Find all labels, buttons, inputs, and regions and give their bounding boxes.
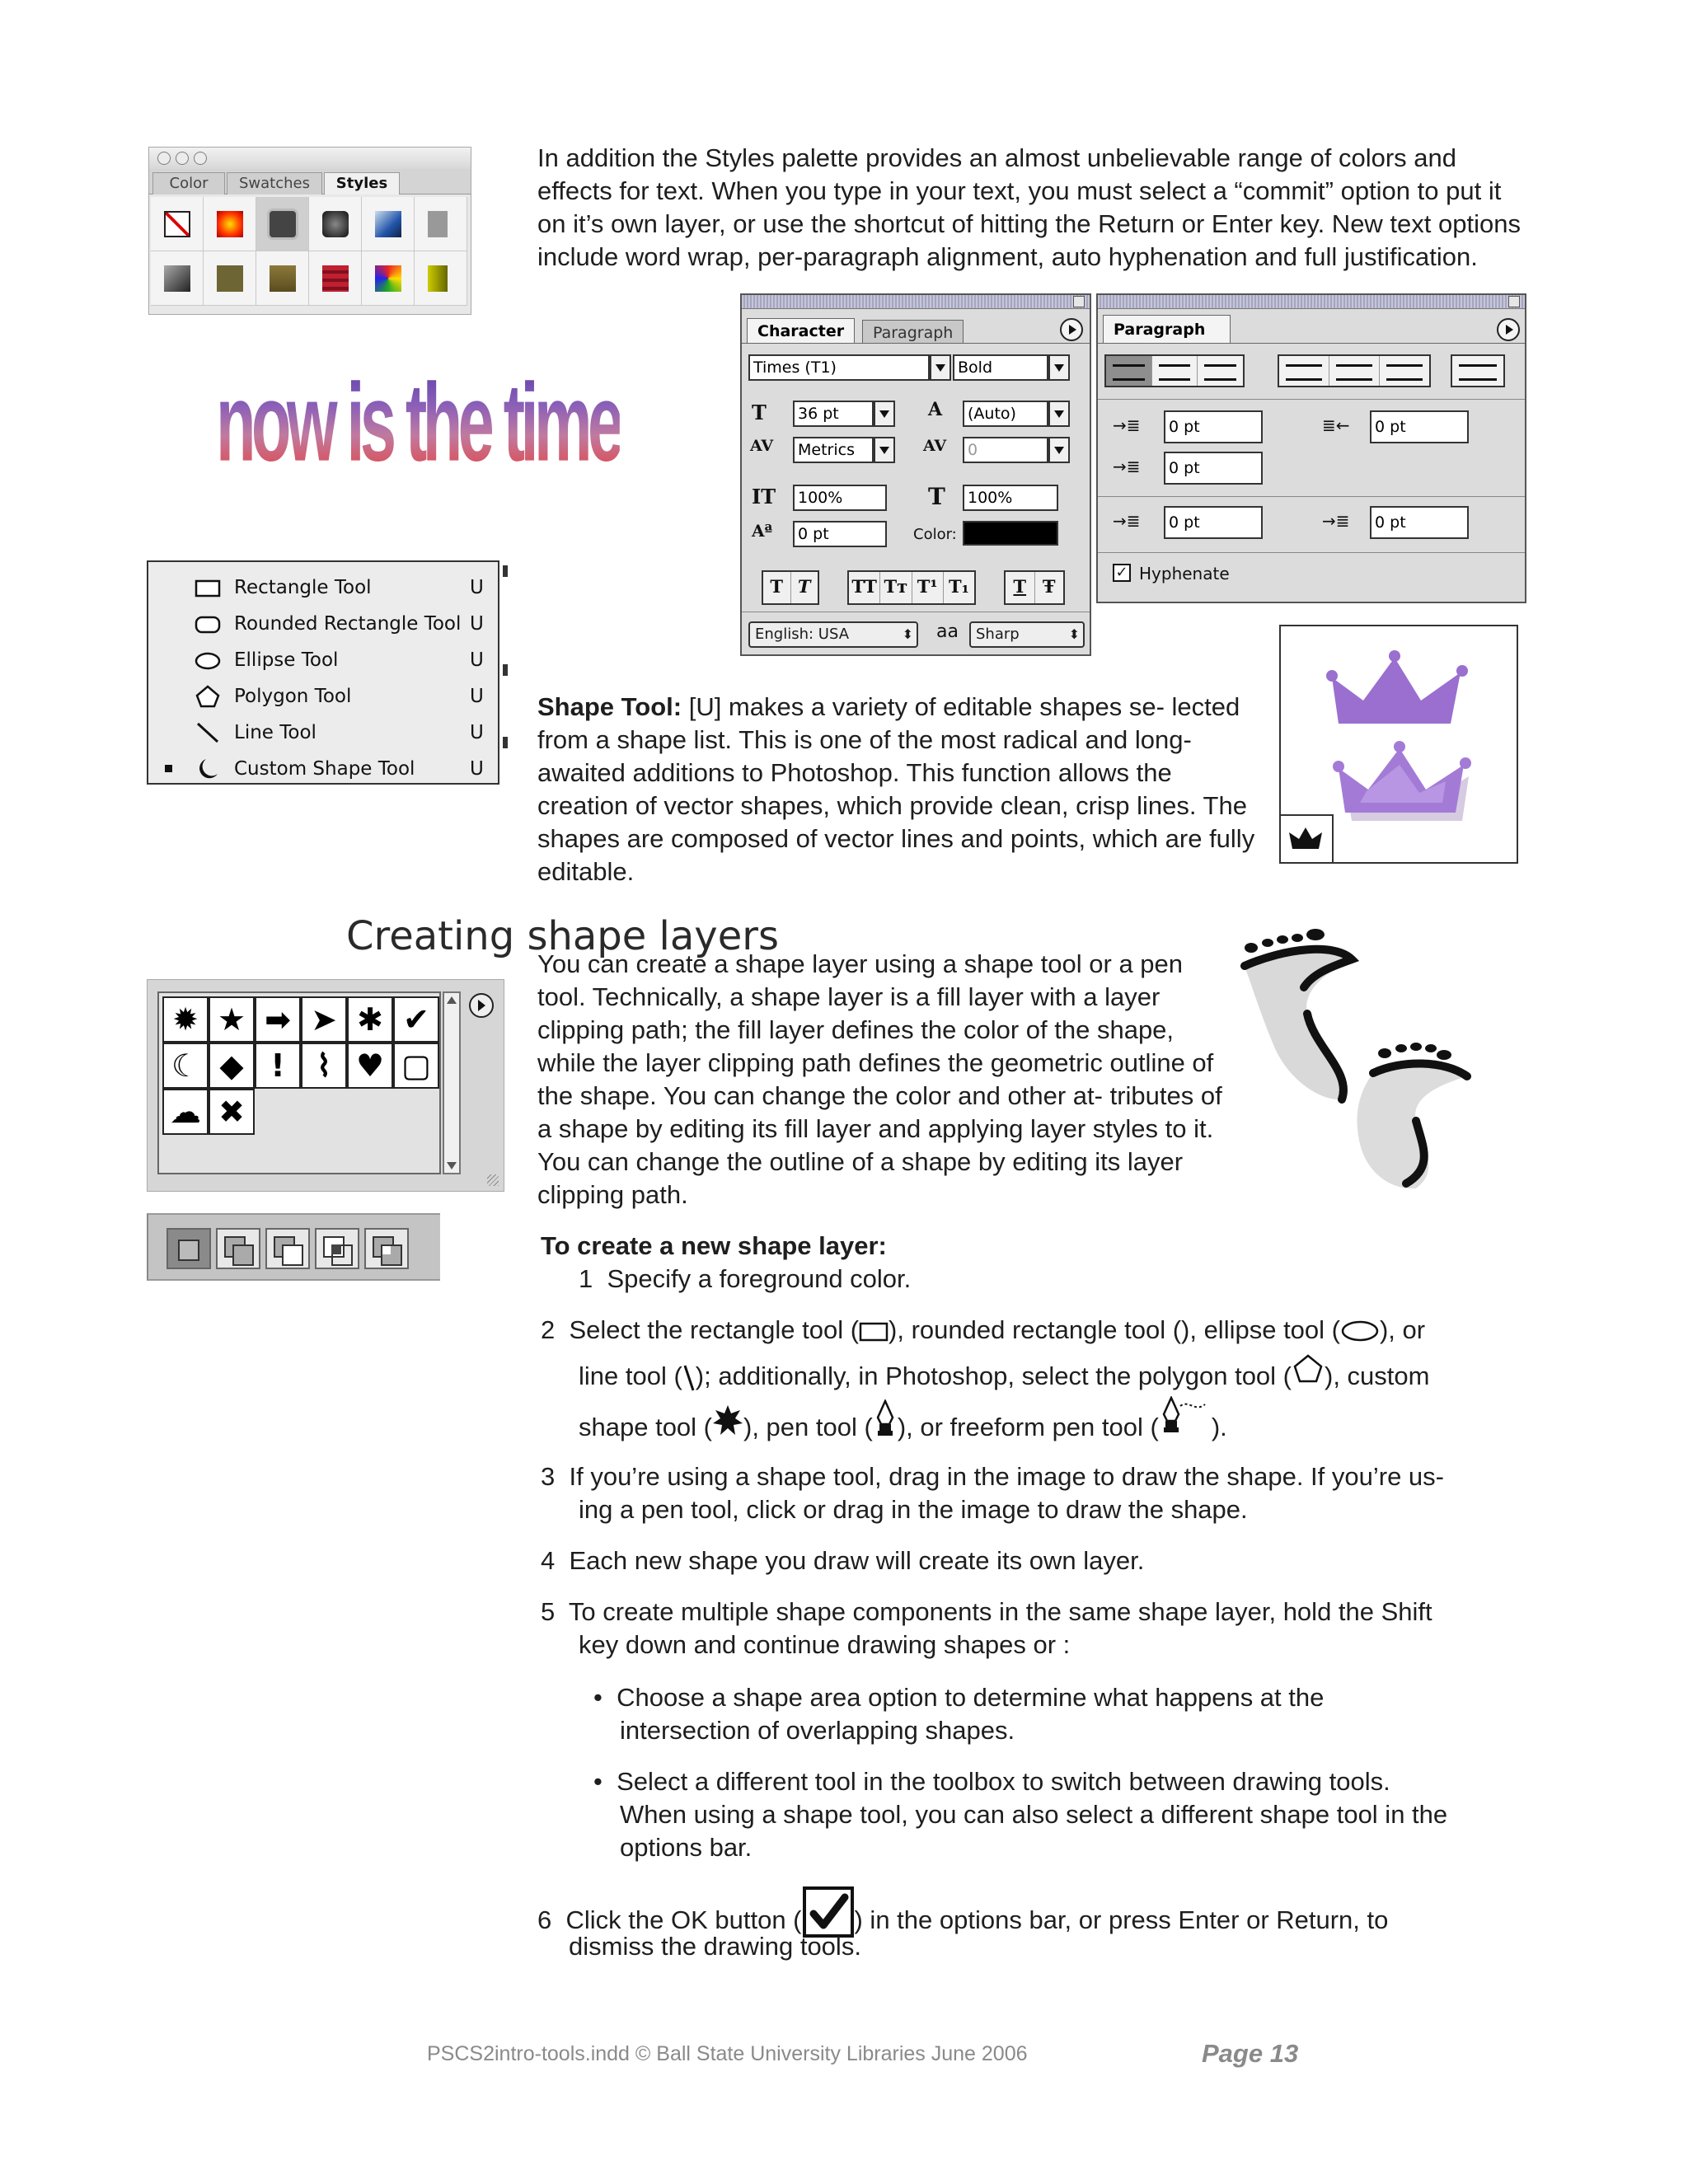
style-swatch[interactable] bbox=[204, 197, 256, 251]
flyout-item-label: Polygon Tool bbox=[234, 686, 352, 707]
hyphenate-checkbox[interactable]: ✓ bbox=[1113, 564, 1131, 582]
step-number: 1 bbox=[579, 1264, 593, 1293]
line-icon bbox=[195, 721, 221, 744]
steps-heading: To create a new shape layer: bbox=[541, 1231, 887, 1260]
step-2 bbox=[541, 1314, 1425, 1347]
sample-styled-text: now is the time bbox=[216, 360, 620, 485]
custom-shape-icon bbox=[195, 757, 221, 780]
strikethrough-button[interactable]: Ŧ bbox=[1042, 576, 1056, 597]
flyout-item-line-tool[interactable] bbox=[148, 715, 498, 752]
hyphenate-label: Hyphenate bbox=[1139, 564, 1230, 583]
bullet-1-line-2: intersection of overlapping shapes. bbox=[620, 1716, 1015, 1745]
antialias-select[interactable]: Sharp ⬍ bbox=[969, 621, 1085, 648]
step-text: To create multiple shape components in the same shape layer, hold the Shift bbox=[568, 1597, 1432, 1626]
flyout-edge-mark bbox=[503, 737, 508, 748]
styles-palette bbox=[148, 147, 471, 315]
font-style-field[interactable]: Bold bbox=[953, 354, 1048, 381]
bullet-2-line-3: options bar. bbox=[620, 1833, 753, 1862]
flyout-item-shortcut: U bbox=[470, 758, 484, 780]
tracking-dropdown-icon[interactable] bbox=[1048, 437, 1070, 463]
flyout-item-shortcut: U bbox=[470, 722, 484, 743]
flyout-item-shortcut: U bbox=[470, 613, 484, 635]
intersect-shape-areas-button[interactable] bbox=[315, 1228, 359, 1269]
style-buttons-group-3 bbox=[1004, 570, 1065, 605]
superscript-button[interactable]: T¹ bbox=[912, 572, 944, 603]
font-size-field[interactable]: 36 pt bbox=[793, 401, 874, 427]
justify-group bbox=[1278, 354, 1431, 387]
flyout-item-label: Custom Shape Tool bbox=[234, 758, 415, 780]
section-title: Creating shape layers bbox=[346, 913, 779, 959]
font-size-icon: T bbox=[752, 401, 767, 424]
small-caps-button[interactable]: Tт bbox=[880, 572, 912, 603]
align-center-button[interactable] bbox=[1152, 356, 1198, 386]
custom-shape-tool-icon bbox=[712, 1404, 743, 1438]
flyout-item-label: Rounded Rectangle Tool bbox=[234, 613, 462, 635]
step-text: ), or bbox=[1379, 1315, 1426, 1344]
shape-footprint[interactable]: ⌇ bbox=[301, 1043, 347, 1089]
shape-arrow[interactable]: ➡ bbox=[255, 996, 301, 1043]
shape-tool-paragraph bbox=[537, 691, 1263, 888]
tab-color[interactable]: Color bbox=[152, 172, 225, 194]
polygon-icon bbox=[195, 685, 221, 708]
subscript-button[interactable]: T₁ bbox=[948, 576, 969, 597]
page-number: Page 13 bbox=[1202, 2039, 1299, 2068]
shape-exclamation[interactable]: ! bbox=[255, 1043, 301, 1089]
footer-credit: PSCS2intro-tools.indd © Ball State University Libraries June 2006 bbox=[427, 2042, 1028, 2065]
leading-field[interactable]: (Auto) bbox=[963, 401, 1048, 427]
vertical-scale-icon: IT bbox=[752, 485, 776, 509]
justify-all-button[interactable] bbox=[1452, 356, 1503, 386]
align-right-button[interactable] bbox=[1198, 356, 1243, 386]
flyout-item-shortcut: U bbox=[470, 686, 484, 707]
step-5-line-2: key down and continue drawing shapes or : bbox=[579, 1630, 1071, 1659]
tracking-icon: AV bbox=[923, 437, 947, 455]
style-none-swatch[interactable] bbox=[151, 197, 204, 251]
style-swatch[interactable] bbox=[362, 251, 415, 306]
shape-moon[interactable]: ☾ bbox=[162, 1043, 209, 1089]
step-3-line-2: ing a pen tool, click or drag in the image to draw the shape. bbox=[579, 1495, 1248, 1524]
step-5 bbox=[541, 1596, 1432, 1629]
close-dot-icon[interactable] bbox=[157, 152, 171, 165]
shape-tool-description: [U] makes a variety of editable shapes se- lected from a shape list. This is one of the most radical and long-awaited additions to Photoshop. This function allows the creation of vector shapes, which provide clean, crisp lines. The shapes are composed of vector lines and points, which are fully editable. bbox=[537, 692, 1255, 886]
font-style-dropdown-icon[interactable] bbox=[1048, 354, 1070, 381]
faux-italic-button[interactable]: T bbox=[797, 576, 811, 597]
shape-tool-term: Shape Tool: bbox=[537, 692, 682, 721]
rectangle-icon bbox=[195, 579, 221, 598]
style-swatch-grid bbox=[151, 197, 469, 312]
freeform-pen-tool-icon bbox=[1159, 1396, 1212, 1439]
palette-titlebar[interactable] bbox=[149, 148, 471, 169]
style-swatch[interactable] bbox=[204, 251, 256, 306]
style-swatch[interactable] bbox=[309, 197, 362, 251]
space-before-icon: →≣ bbox=[1113, 511, 1141, 531]
shape-diamond[interactable]: ◆ bbox=[209, 1043, 255, 1089]
ellipse-tool-icon bbox=[1340, 1319, 1380, 1344]
flyout-edge-mark bbox=[503, 565, 508, 577]
step-3 bbox=[541, 1460, 1444, 1493]
bullet-marker: • bbox=[593, 1683, 603, 1712]
indent-right-field[interactable]: 0 pt bbox=[1370, 410, 1469, 443]
flyout-item-label: Ellipse Tool bbox=[234, 649, 339, 671]
space-after-icon: →≣ bbox=[1322, 511, 1350, 531]
shape-tool-flyout bbox=[147, 560, 499, 785]
shape-heart[interactable]: ♥ bbox=[347, 1043, 393, 1089]
flyout-item-label: Rectangle Tool bbox=[234, 577, 372, 598]
style-swatch[interactable] bbox=[256, 197, 309, 251]
step-text: shape tool ( bbox=[579, 1413, 712, 1442]
selected-indicator bbox=[165, 765, 172, 772]
picker-scrollbar[interactable] bbox=[443, 991, 461, 1174]
add-to-shape-area-button[interactable] bbox=[216, 1228, 260, 1269]
footprints-icon bbox=[1228, 923, 1525, 1203]
step-number: 2 bbox=[541, 1315, 556, 1344]
step-text: ). bbox=[1211, 1413, 1227, 1442]
tab-paragraph[interactable]: Paragraph bbox=[862, 320, 964, 344]
baseline-shift-icon: Aª bbox=[752, 521, 773, 541]
scroll-down-icon[interactable] bbox=[447, 1162, 457, 1169]
bullet-1 bbox=[593, 1681, 1324, 1714]
step-4 bbox=[541, 1544, 1144, 1577]
rectangle-tool-icon bbox=[859, 1321, 889, 1343]
flyout-edge-mark bbox=[503, 664, 508, 676]
justify-center-button[interactable] bbox=[1329, 356, 1380, 386]
flyout-item-shortcut: U bbox=[470, 649, 484, 671]
rounded-rectangle-icon bbox=[195, 615, 221, 635]
shape-puzzle[interactable]: ✱ bbox=[347, 996, 393, 1043]
paragraph-palette bbox=[1096, 293, 1526, 603]
crown-thumbnail-icon bbox=[1281, 816, 1330, 860]
bullet-marker: • bbox=[593, 1767, 603, 1796]
style-swatch[interactable] bbox=[362, 197, 415, 251]
leading-icon: A bbox=[928, 399, 943, 420]
palette-menu-icon[interactable] bbox=[1497, 318, 1520, 341]
flyout-item-label: Line Tool bbox=[234, 722, 316, 743]
antialias-icon: aa bbox=[936, 621, 959, 642]
character-palette bbox=[740, 293, 1091, 656]
align-left-button[interactable] bbox=[1106, 356, 1152, 386]
step-text: Each new shape you draw will create its own layer. bbox=[569, 1546, 1145, 1575]
step-text: line tool ( bbox=[579, 1361, 682, 1390]
flyout-item-rectangle-tool[interactable] bbox=[148, 570, 498, 607]
style-swatch[interactable] bbox=[309, 251, 362, 306]
flyout-item-shortcut: U bbox=[470, 577, 484, 598]
flyout-item-ellipse-tool[interactable] bbox=[148, 643, 498, 679]
underline-button[interactable]: T bbox=[1006, 572, 1035, 603]
resize-grip-icon[interactable] bbox=[487, 1174, 499, 1186]
indent-first-line-icon: →≣ bbox=[1113, 457, 1141, 476]
minimize-dot-icon[interactable] bbox=[176, 152, 189, 165]
faux-bold-button[interactable]: T bbox=[763, 572, 791, 603]
shape-burst[interactable]: ✹ bbox=[162, 996, 209, 1043]
shape-splat[interactable]: ☁ bbox=[162, 1089, 209, 1135]
vertical-scale-field[interactable]: 100% bbox=[793, 485, 887, 511]
align-group bbox=[1104, 354, 1245, 387]
color-label: Color: bbox=[913, 526, 957, 543]
indent-left-field[interactable]: 0 pt bbox=[1164, 410, 1263, 443]
palette-menu-icon[interactable] bbox=[1060, 318, 1083, 341]
line-tool-icon bbox=[682, 1364, 696, 1392]
bullet-2 bbox=[593, 1765, 1390, 1798]
step-text: ), rounded rectangle tool (), ellipse tool ( bbox=[889, 1315, 1340, 1344]
collapse-icon[interactable] bbox=[1073, 296, 1085, 307]
step-6-line-2: dismiss the drawing tools. bbox=[569, 1932, 861, 1961]
tab-styles[interactable]: Styles bbox=[324, 172, 400, 194]
bullet-2-line-2: When using a shape tool, you can also select a different shape tool in the bbox=[620, 1800, 1448, 1829]
indent-first-line-field[interactable]: 0 pt bbox=[1164, 452, 1263, 485]
style-swatch[interactable] bbox=[415, 197, 467, 251]
step-2-line-3 bbox=[579, 1408, 1227, 1451]
shape-pointer[interactable]: ➤ bbox=[301, 996, 347, 1043]
justify-right-button[interactable] bbox=[1380, 356, 1429, 386]
style-buttons-group-2 bbox=[847, 570, 976, 605]
text-color-swatch[interactable] bbox=[963, 521, 1058, 546]
pen-tool-icon bbox=[873, 1399, 898, 1439]
indent-right-icon: ≣← bbox=[1322, 415, 1350, 435]
step-text: ), custom bbox=[1325, 1361, 1430, 1390]
picker-menu-icon[interactable] bbox=[469, 993, 494, 1018]
step-text: Click the OK button ( bbox=[565, 1905, 802, 1935]
step-text: ), or freeform pen tool ( bbox=[897, 1413, 1159, 1442]
shape-x[interactable]: ✖ bbox=[209, 1089, 255, 1135]
section-paragraph: You can create a shape layer using a shape tool or a pen tool. Technically, a shape layer is a fill layer with a layer clipping path; the fill layer defines the color of the shape, while the layer clipping path defines the geometric outline of the shape. You can change the color and other at- tributes of a shape by editing its fill layer and applying layer styles to it. You can change the outline of a shape by editing its layer clipping path. bbox=[537, 949, 1222, 1209]
kerning-field[interactable]: Metrics bbox=[793, 437, 874, 463]
shape-area-options bbox=[147, 1213, 440, 1281]
horizontal-scale-field[interactable]: 100% bbox=[963, 485, 1058, 511]
style-swatch[interactable] bbox=[256, 251, 309, 306]
language-select[interactable]: English: USA ⬍ bbox=[748, 621, 918, 648]
justify-left-button[interactable] bbox=[1279, 356, 1329, 386]
palette-drag-bar[interactable] bbox=[1098, 295, 1525, 309]
exclude-overlapping-shape-areas-button[interactable] bbox=[364, 1228, 409, 1269]
all-caps-button[interactable]: TT bbox=[849, 572, 880, 603]
shape-check[interactable]: ✔ bbox=[393, 996, 439, 1043]
step-number: 3 bbox=[541, 1462, 556, 1491]
step-text: ), pen tool ( bbox=[743, 1413, 873, 1442]
crown-shape-preview bbox=[1279, 625, 1518, 864]
tab-paragraph-active[interactable]: Paragraph bbox=[1103, 315, 1231, 344]
kerning-icon: AV bbox=[750, 437, 774, 455]
justify-all-group bbox=[1451, 354, 1505, 387]
intro-paragraph: In addition the Styles palette provides an almost unbelievable range of colors and effects for text. When you type in your text, you must select a “commit” option to put it on it’s own layer, or use the shortcut of hitting the Return or Enter key. New text options include word wrap, per-paragraph alignment, auto hyphenation and full justification. bbox=[537, 143, 1521, 271]
step-text: ); additionally, in Photoshop, select the polygon tool ( bbox=[695, 1361, 1292, 1390]
zoom-dot-icon[interactable] bbox=[194, 152, 207, 165]
tab-swatches[interactable]: Swatches bbox=[227, 172, 322, 194]
step-text: Select the rectangle tool ( bbox=[569, 1315, 860, 1344]
font-size-dropdown-icon[interactable] bbox=[874, 401, 895, 427]
create-new-shape-layer-button[interactable] bbox=[166, 1228, 211, 1269]
flyout-item-custom-shape-tool[interactable] bbox=[148, 752, 498, 788]
collapse-icon[interactable] bbox=[1508, 296, 1520, 307]
step-number: 4 bbox=[541, 1546, 556, 1575]
polygon-tool-icon bbox=[1292, 1353, 1325, 1386]
baseline-shift-field[interactable]: 0 pt bbox=[793, 521, 887, 547]
font-family-field[interactable]: Times (T1) bbox=[748, 354, 930, 381]
step-text: ) in the options bar, or press Enter or Return, to bbox=[854, 1905, 1389, 1935]
subtract-from-shape-area-button[interactable] bbox=[265, 1228, 310, 1269]
flyout-item-polygon-tool[interactable] bbox=[148, 679, 498, 715]
font-family-dropdown-icon[interactable] bbox=[930, 354, 951, 381]
leading-dropdown-icon[interactable] bbox=[1048, 401, 1070, 427]
space-after-field[interactable]: 0 pt bbox=[1370, 506, 1469, 539]
tracking-field[interactable]: 0 bbox=[963, 437, 1048, 463]
shape-frame[interactable]: ▢ bbox=[393, 1043, 439, 1089]
step-1 bbox=[579, 1263, 911, 1296]
shape-grid bbox=[157, 991, 441, 1174]
flyout-item-rounded-rectangle-tool[interactable] bbox=[148, 607, 498, 643]
bullet-text: Select a different tool in the toolbox to switch between drawing tools. bbox=[617, 1767, 1390, 1796]
step-text: If you’re using a shape tool, drag in the image to draw the shape. If you’re us- bbox=[569, 1462, 1444, 1491]
style-buttons-group-1 bbox=[762, 570, 819, 605]
space-before-field[interactable]: 0 pt bbox=[1164, 506, 1263, 539]
step-number: 6 bbox=[537, 1905, 552, 1935]
step-2-line-2 bbox=[579, 1360, 1429, 1394]
palette-drag-bar[interactable] bbox=[742, 295, 1090, 309]
step-number: 5 bbox=[541, 1597, 556, 1626]
style-swatch[interactable] bbox=[151, 251, 204, 306]
step-text: Specify a foreground color. bbox=[607, 1264, 912, 1293]
bullet-text: Choose a shape area option to determine what happens at the bbox=[617, 1683, 1325, 1712]
shape-star[interactable]: ★ bbox=[209, 996, 255, 1043]
ellipse-icon bbox=[195, 651, 221, 671]
indent-left-icon: →≣ bbox=[1113, 415, 1141, 435]
scroll-up-icon[interactable] bbox=[447, 996, 457, 1004]
horizontal-scale-icon: T bbox=[928, 483, 945, 510]
palette-tabs bbox=[149, 169, 471, 194]
custom-shape-picker bbox=[147, 979, 504, 1192]
kerning-dropdown-icon[interactable] bbox=[874, 437, 895, 463]
crown-thumbnail bbox=[1281, 814, 1334, 862]
tab-character[interactable]: Character bbox=[747, 318, 855, 344]
style-swatch[interactable] bbox=[415, 251, 467, 306]
